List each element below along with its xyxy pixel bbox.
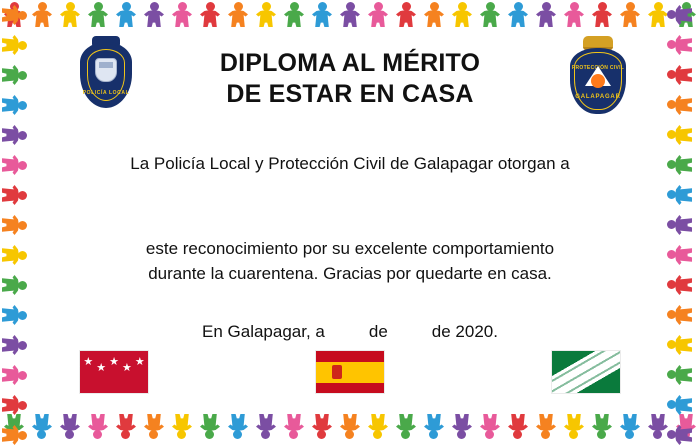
star-icon: ★ [109, 356, 119, 368]
paper-doll-body [508, 414, 528, 431]
paper-doll-head [667, 341, 676, 350]
paper-doll-figure [448, 0, 476, 30]
paper-doll-figure [666, 91, 695, 119]
place-prefix: En Galapagar, a [202, 322, 325, 341]
paper-doll-body [340, 10, 360, 27]
paper-doll-figure [616, 0, 644, 30]
paper-doll-body [2, 35, 19, 55]
paper-doll-figure [0, 301, 29, 329]
paper-doll-head [667, 401, 676, 410]
paper-doll-figure [336, 0, 364, 30]
paper-doll-head [18, 431, 27, 440]
paper-doll-figure [666, 211, 695, 239]
paper-doll-head [402, 430, 411, 439]
paper-doll-head [318, 2, 327, 11]
paper-doll-figure [666, 31, 695, 59]
paper-doll-head [598, 2, 607, 11]
paper-doll-figure [666, 121, 695, 149]
galapagar-crest-icon [95, 58, 117, 82]
paper-doll-figure [196, 0, 224, 30]
paper-doll-head [122, 430, 131, 439]
paper-doll-head [66, 430, 75, 439]
paper-doll-body [452, 10, 472, 27]
paper-doll-figure [420, 411, 448, 441]
paper-doll-body [2, 95, 19, 115]
flag-galapagar [552, 351, 620, 393]
paper-doll-head [94, 430, 103, 439]
paper-doll-body [88, 414, 108, 431]
paper-doll-head [290, 2, 299, 11]
paper-doll-body [424, 414, 444, 431]
policia-local-badge-icon [72, 36, 140, 122]
paper-doll-head [18, 221, 27, 230]
paper-doll-head [667, 191, 676, 200]
paper-doll-body [2, 305, 19, 325]
paper-doll-head [598, 430, 607, 439]
paper-doll-body [508, 10, 528, 27]
paper-doll-body [564, 10, 584, 27]
date-connector-1: de [368, 322, 388, 341]
paper-doll-body [312, 10, 332, 27]
paper-doll-body [452, 414, 472, 431]
paper-doll-head [667, 131, 676, 140]
paper-doll-body [592, 10, 612, 27]
paper-doll-body [60, 414, 80, 431]
paper-doll-border-left [0, 0, 34, 445]
paper-doll-figure [392, 411, 420, 441]
paper-doll-body [2, 365, 19, 385]
paper-doll-head [38, 2, 47, 11]
paper-doll-figure [84, 0, 112, 30]
paper-doll-head [667, 11, 676, 20]
paper-doll-head [94, 2, 103, 11]
paper-doll-head [626, 430, 635, 439]
star-icon: ★ [121, 362, 132, 374]
paper-doll-head [542, 2, 551, 11]
paper-doll-body [116, 10, 136, 27]
paper-doll-body [480, 10, 500, 27]
paper-doll-body [284, 10, 304, 27]
paper-doll-figure [364, 0, 392, 30]
paper-doll-body [620, 10, 640, 27]
paper-doll-head [38, 430, 47, 439]
paper-doll-figure [666, 241, 695, 269]
paper-doll-body [60, 10, 80, 27]
paper-doll-head [18, 101, 27, 110]
paper-doll-head [18, 311, 27, 320]
flag-comunidad-de-madrid [70, 351, 158, 393]
orange-circle-icon [591, 74, 605, 88]
paper-doll-head [122, 2, 131, 11]
paper-doll-figure [616, 411, 644, 441]
paper-doll-body [396, 414, 416, 431]
paper-doll-figure [280, 0, 308, 30]
paper-doll-figure [0, 271, 29, 299]
paper-doll-body [2, 395, 19, 415]
paper-doll-figure [504, 411, 532, 441]
shield-icon [570, 48, 626, 114]
paper-doll-body [256, 10, 276, 27]
paper-doll-head [178, 430, 187, 439]
paper-doll-head [667, 41, 676, 50]
recognition-text [34, 236, 666, 286]
awarding-line: La Policía Local y Protección Civil de Galapagar otorgan a [130, 154, 570, 173]
paper-doll-head [206, 430, 215, 439]
paper-doll-figure [420, 0, 448, 30]
paper-doll-figure [666, 391, 695, 419]
paper-doll-head [18, 191, 27, 200]
paper-doll-head [458, 430, 467, 439]
paper-doll-body [2, 335, 19, 355]
paper-doll-figure [392, 0, 420, 30]
paper-doll-figure [252, 0, 280, 30]
paper-doll-head [430, 430, 439, 439]
paper-doll-head [667, 101, 676, 110]
paper-doll-figure [112, 411, 140, 441]
paper-doll-body [536, 10, 556, 27]
paper-doll-body [2, 65, 19, 85]
paper-doll-body [284, 414, 304, 431]
paper-doll-body [228, 10, 248, 27]
recognition-line-2: durante la cuarentena. Gracias por quedarte en casa. [148, 264, 552, 283]
paper-doll-figure [308, 411, 336, 441]
paper-doll-figure [56, 0, 84, 30]
paper-doll-body [172, 414, 192, 431]
paper-doll-figure [168, 411, 196, 441]
title-line-2: DE ESTAR EN CASA [226, 80, 474, 108]
paper-doll-figure [560, 0, 588, 30]
paper-doll-head [206, 2, 215, 11]
date-line [34, 322, 666, 342]
paper-doll-head [486, 430, 495, 439]
paper-doll-head [458, 2, 467, 11]
paper-doll-head [667, 161, 676, 170]
paper-doll-head [18, 341, 27, 350]
paper-doll-head [18, 11, 27, 20]
paper-doll-figure [666, 361, 695, 389]
paper-doll-head [18, 371, 27, 380]
paper-doll-head [570, 430, 579, 439]
paper-doll-head [178, 2, 187, 11]
paper-doll-head [667, 281, 676, 290]
paper-doll-figure [280, 411, 308, 441]
paper-doll-figure [0, 181, 29, 209]
paper-doll-body [675, 305, 692, 325]
paper-doll-figure [588, 0, 616, 30]
paper-doll-figure [140, 0, 168, 30]
paper-doll-body [368, 10, 388, 27]
shield-icon [80, 42, 132, 108]
paper-doll-figure [224, 0, 252, 30]
paper-doll-body [2, 185, 19, 205]
star-icon: ★ [70, 362, 81, 374]
paper-doll-figure [0, 61, 29, 89]
paper-doll-figure [140, 411, 168, 441]
paper-doll-head [430, 2, 439, 11]
paper-doll-figure [308, 0, 336, 30]
paper-doll-body [648, 414, 668, 431]
paper-doll-head [374, 430, 383, 439]
paper-doll-body [200, 414, 220, 431]
paper-doll-body [116, 414, 136, 431]
paper-doll-head [486, 2, 495, 11]
page-title [146, 48, 554, 110]
paper-doll-head [626, 2, 635, 11]
paper-doll-figure [56, 411, 84, 441]
paper-doll-head [262, 430, 271, 439]
paper-doll-figure [168, 0, 196, 30]
paper-doll-body [675, 125, 692, 145]
paper-doll-head [402, 2, 411, 11]
paper-doll-head [346, 2, 355, 11]
paper-doll-head [654, 2, 663, 11]
paper-doll-figure [0, 1, 29, 29]
paper-doll-body [675, 95, 692, 115]
paper-doll-head [667, 371, 676, 380]
paper-doll-body [144, 414, 164, 431]
title-line-1: DIPLOMA AL MÉRITO [219, 49, 481, 77]
paper-doll-figure [560, 411, 588, 441]
star-icon: ★ [83, 356, 94, 368]
paper-doll-head [18, 281, 27, 290]
paper-doll-head [374, 2, 383, 11]
paper-doll-body [32, 10, 52, 27]
paper-doll-head [318, 430, 327, 439]
paper-doll-body [675, 65, 692, 85]
paper-doll-figure [0, 121, 29, 149]
paper-doll-head [234, 430, 243, 439]
paper-doll-head [150, 2, 159, 11]
paper-doll-body [675, 35, 692, 55]
paper-doll-figure [666, 271, 695, 299]
paper-doll-body [675, 335, 692, 355]
policia-local-badge-text: POLICÍA LOCAL [82, 90, 130, 96]
paper-doll-figure [0, 421, 29, 445]
paper-doll-head [514, 2, 523, 11]
date-connector-2: de 2020. [431, 322, 498, 341]
paper-doll-figure [196, 411, 224, 441]
paper-doll-head [667, 71, 676, 80]
paper-doll-body [32, 414, 52, 431]
paper-doll-head [18, 71, 27, 80]
paper-doll-body [675, 155, 692, 175]
paper-doll-figure [666, 151, 695, 179]
paper-doll-head [667, 251, 676, 260]
paper-doll-border-right [666, 0, 700, 445]
paper-doll-body [396, 10, 416, 27]
paper-doll-head [514, 430, 523, 439]
paper-doll-head [667, 221, 676, 230]
paper-doll-body [536, 414, 556, 431]
star-icon: ★ [147, 362, 158, 374]
star-icon: ★ [134, 356, 145, 368]
paper-doll-body [480, 414, 500, 431]
flags-row [34, 351, 666, 393]
paper-doll-head [570, 2, 579, 11]
paper-doll-head [18, 161, 27, 170]
paper-doll-head [18, 41, 27, 50]
paper-doll-head [346, 430, 355, 439]
paper-doll-head [18, 251, 27, 260]
paper-doll-body [368, 414, 388, 431]
paper-doll-body [2, 5, 19, 25]
paper-doll-head [18, 131, 27, 140]
paper-doll-figure [532, 411, 560, 441]
paper-doll-body [144, 10, 164, 27]
star-icon: ★ [96, 362, 107, 374]
paper-doll-body [2, 425, 19, 445]
paper-doll-figure [224, 411, 252, 441]
paper-doll-body [675, 275, 692, 295]
paper-doll-body [340, 414, 360, 431]
diploma-header [34, 34, 666, 130]
paper-doll-figure [666, 1, 695, 29]
paper-doll-body [2, 125, 19, 145]
paper-doll-figure [364, 411, 392, 441]
paper-doll-figure [588, 411, 616, 441]
paper-doll-body [675, 185, 692, 205]
paper-doll-head [234, 2, 243, 11]
paper-doll-figure [0, 331, 29, 359]
paper-doll-figure [0, 211, 29, 239]
paper-doll-figure [532, 0, 560, 30]
paper-doll-figure [0, 31, 29, 59]
paper-doll-body [675, 215, 692, 235]
paper-doll-figure [0, 241, 29, 269]
paper-doll-figure [84, 411, 112, 441]
paper-doll-body [88, 10, 108, 27]
proteccion-civil-badge-icon [560, 36, 636, 124]
paper-doll-body [648, 10, 668, 27]
paper-doll-figure [0, 151, 29, 179]
paper-doll-figure [666, 181, 695, 209]
recognition-line-1: este reconocimiento por su excelente comportamiento [145, 239, 555, 258]
paper-doll-head [667, 311, 676, 320]
paper-doll-figure [666, 61, 695, 89]
paper-doll-body [2, 155, 19, 175]
paper-doll-head [66, 2, 75, 11]
paper-doll-head [150, 430, 159, 439]
paper-doll-figure [252, 411, 280, 441]
paper-doll-figure [666, 301, 695, 329]
paper-doll-head [542, 430, 551, 439]
paper-doll-figure [336, 411, 364, 441]
paper-doll-body [675, 5, 692, 25]
paper-doll-figure [0, 361, 29, 389]
paper-doll-figure [0, 91, 29, 119]
paper-doll-body [564, 414, 584, 431]
paper-doll-body [675, 425, 692, 445]
proteccion-civil-top-text: PROTECCIÓN CIVIL [571, 65, 625, 71]
paper-doll-body [172, 10, 192, 27]
paper-doll-body [2, 215, 19, 235]
diploma-content [34, 34, 666, 411]
paper-doll-border-bottom [0, 411, 700, 445]
paper-doll-body [312, 414, 332, 431]
paper-doll-body [200, 10, 220, 27]
spain-yellow-band [316, 362, 384, 383]
paper-doll-figure [476, 0, 504, 30]
flag-espana [316, 351, 384, 393]
paper-doll-figure [666, 331, 695, 359]
paper-doll-head [667, 431, 676, 440]
paper-doll-head [18, 401, 27, 410]
paper-doll-head [654, 430, 663, 439]
paper-doll-figure [448, 411, 476, 441]
paper-doll-head [290, 430, 299, 439]
madrid-stars [70, 356, 158, 374]
galapagar-stripes [552, 351, 620, 393]
paper-doll-body [620, 414, 640, 431]
paper-doll-body [424, 10, 444, 27]
paper-doll-body [228, 414, 248, 431]
paper-doll-border-top [0, 0, 700, 34]
paper-doll-figure [666, 421, 695, 445]
proteccion-civil-bottom-text: GALAPAGAR [575, 94, 621, 100]
paper-doll-figure [112, 0, 140, 30]
paper-doll-head [262, 2, 271, 11]
spain-coat-of-arms-icon [332, 365, 342, 379]
paper-doll-body [675, 365, 692, 385]
paper-doll-body [675, 395, 692, 415]
paper-doll-body [2, 275, 19, 295]
paper-doll-figure [504, 0, 532, 30]
paper-doll-figure [476, 411, 504, 441]
paper-doll-body [592, 414, 612, 431]
paper-doll-body [2, 245, 19, 265]
paper-doll-body [675, 245, 692, 265]
paper-doll-figure [0, 391, 29, 419]
paper-doll-body [256, 414, 276, 431]
